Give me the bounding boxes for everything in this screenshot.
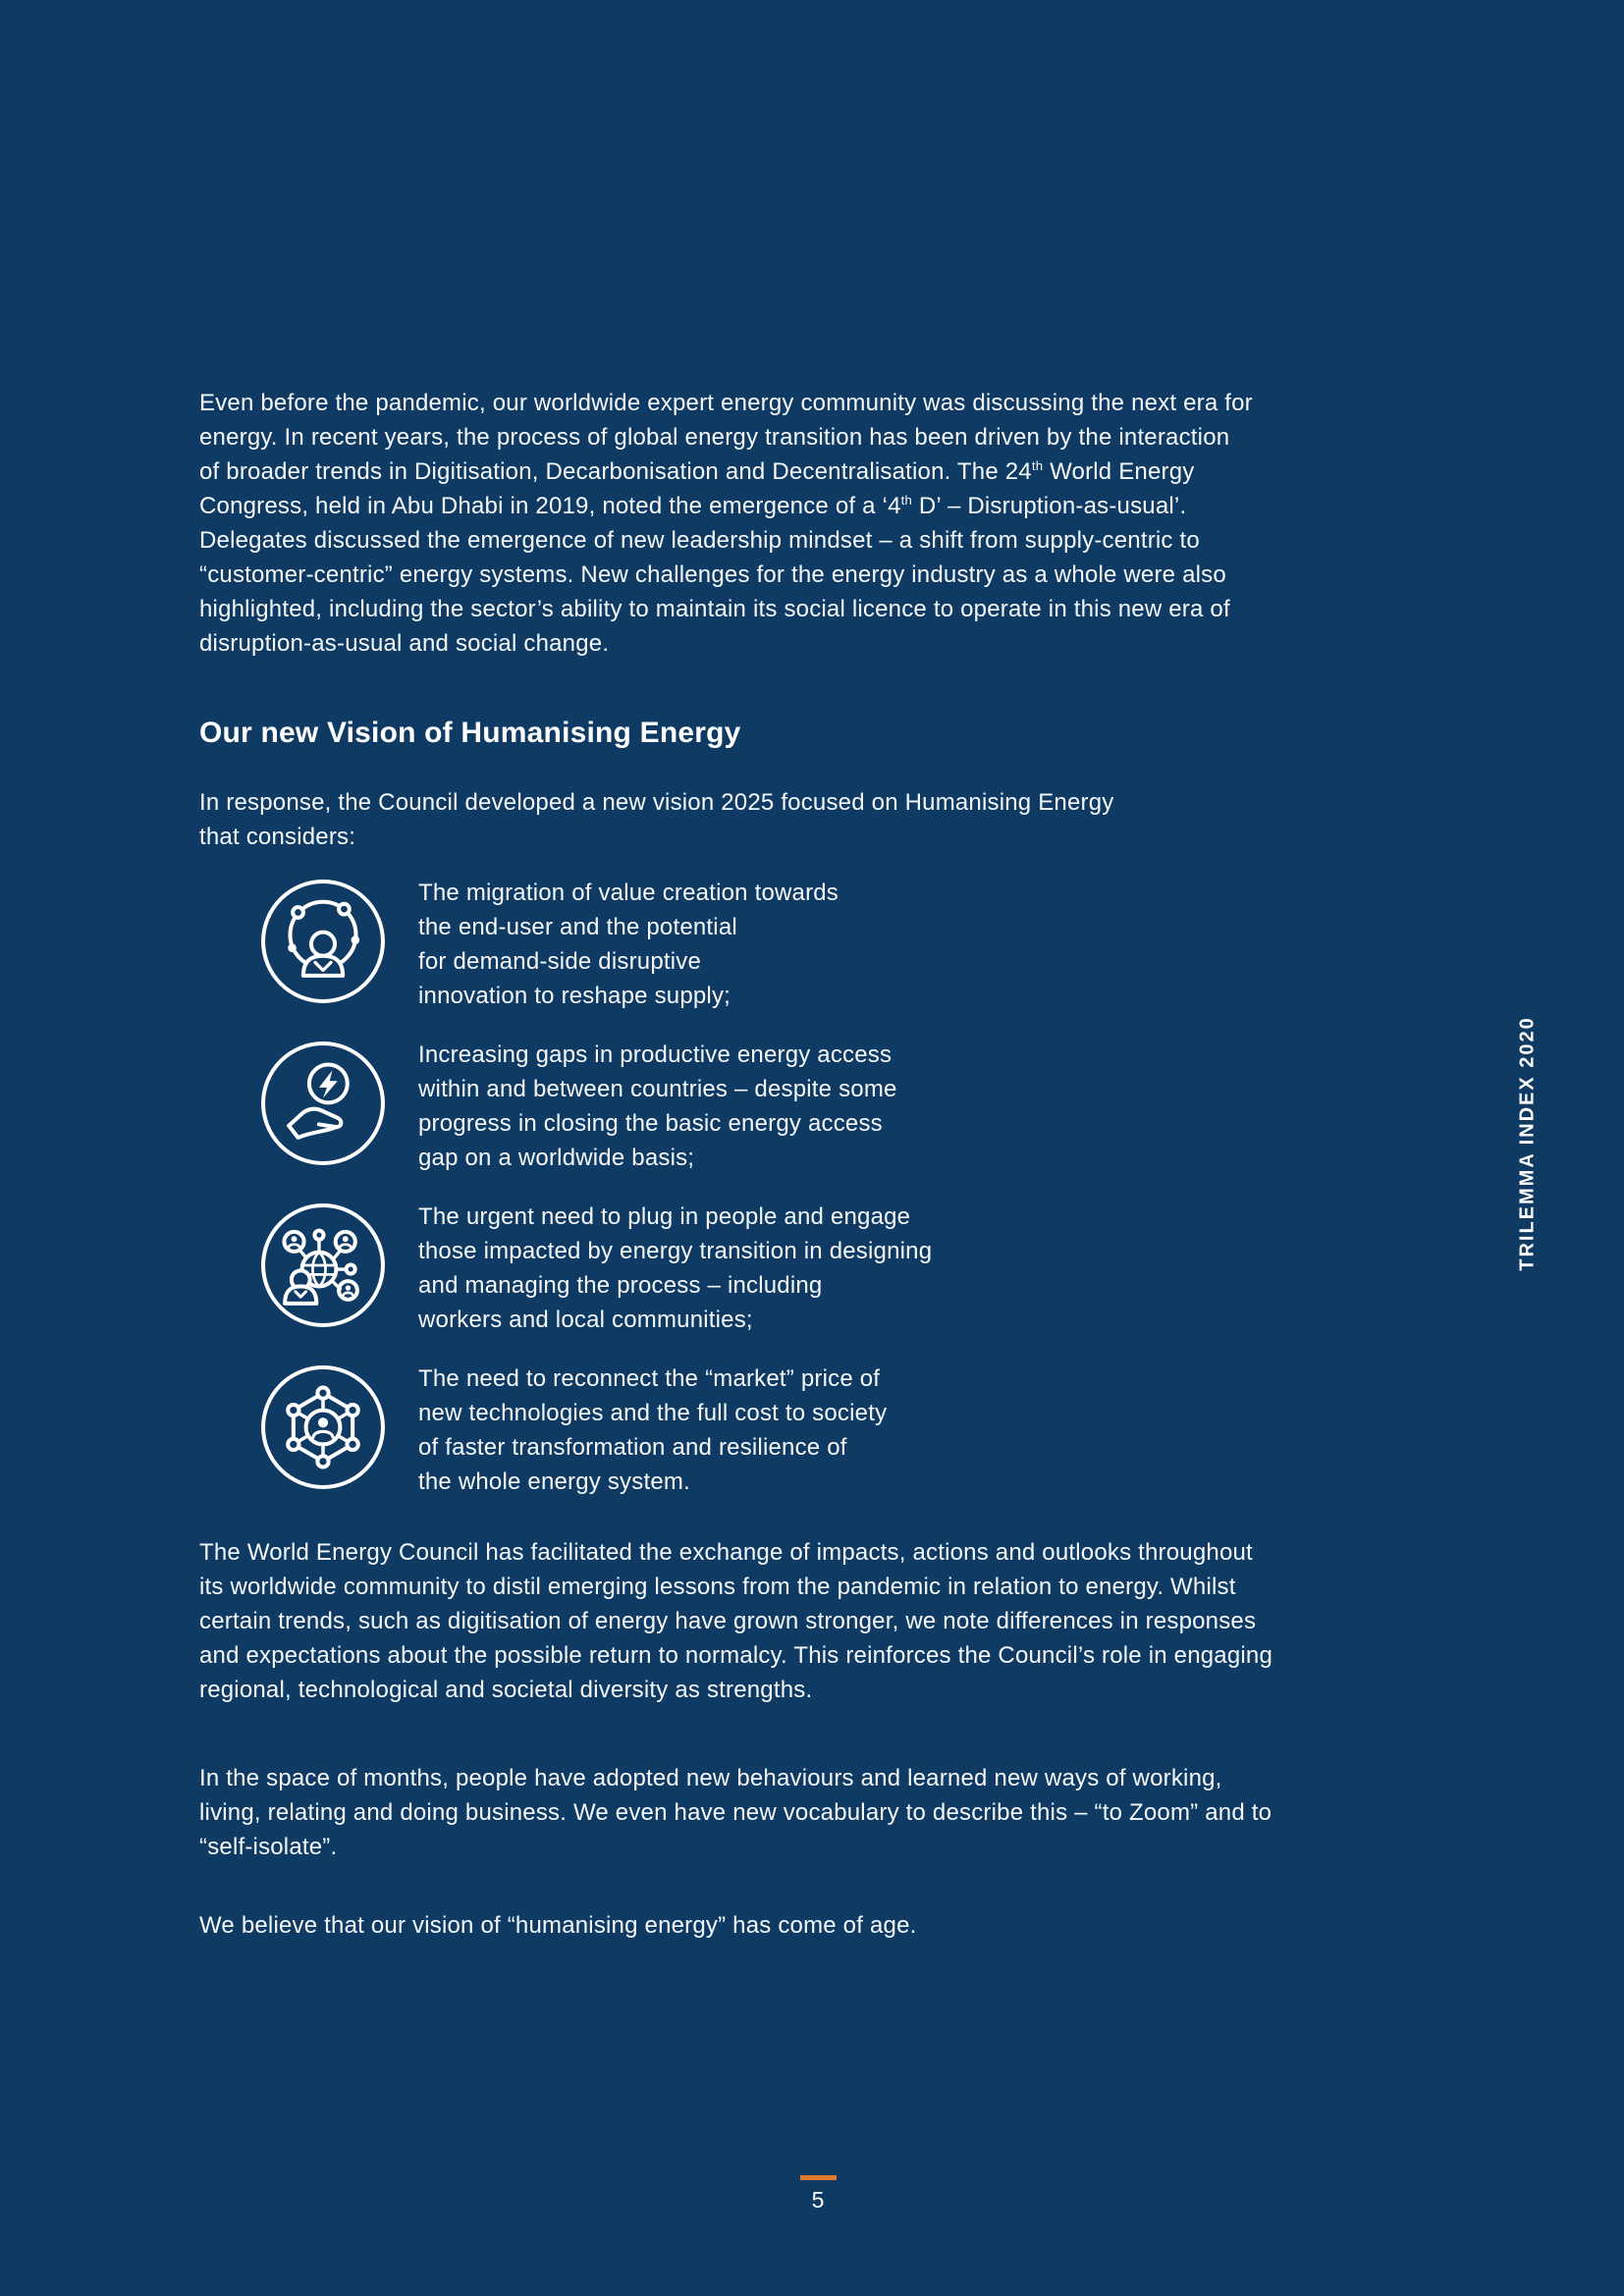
paragraph-line: In response, the Council developed a new vision 2025 focused on Humanising Energy xyxy=(199,789,1114,816)
page-content xyxy=(199,386,1436,1943)
council-paragraph xyxy=(199,1535,1436,1707)
vision-point-text xyxy=(418,1200,932,1337)
paragraph-line: those impacted by energy transition in designing xyxy=(418,1238,933,1264)
report-side-label: TRILEMMA INDEX 2020 xyxy=(1516,1016,1539,1271)
hand-energy-icon xyxy=(257,1038,389,1169)
paragraph-line: Congress, held in Abu Dhabi in 2019, noted the emergence of a ‘4th D’ – Disruption-as-usual’. xyxy=(199,493,1187,519)
paragraph-line: progress in closing the basic energy access xyxy=(418,1110,883,1137)
paragraph-line: “customer-centric” energy systems. New challenges for the energy industry as a whole were also xyxy=(199,561,1226,588)
section-heading: Our new Vision of Humanising Energy xyxy=(199,717,741,749)
paragraph-line: “self-isolate”. xyxy=(199,1834,338,1860)
paragraph-line: and expectations about the possible return to normalcy. This reinforces the Council’s role in engaging xyxy=(199,1642,1273,1669)
paragraph-line: energy. In recent years, the process of global energy transition has been driven by the interaction xyxy=(199,424,1230,451)
paragraph-line: that considers: xyxy=(199,824,356,850)
vision-point-market-price xyxy=(199,1362,1436,1499)
paragraph-line: workers and local communities; xyxy=(418,1307,753,1333)
paragraph-line: of faster transformation and resilience of xyxy=(418,1434,847,1461)
paragraph-line: new technologies and the full cost to society xyxy=(418,1400,888,1426)
paragraph-line: highlighted, including the sector’s ability to maintain its social licence to operate in this new era of xyxy=(199,596,1230,622)
paragraph-line: for demand-side disruptive xyxy=(418,948,702,975)
footer-accent-rule xyxy=(800,2175,837,2180)
vision-point-people-engagement xyxy=(199,1200,1436,1337)
paragraph-line: regional, technological and societal diversity as strengths. xyxy=(199,1677,813,1703)
paragraph-line: Even before the pandemic, our worldwide expert energy community was discussing the next era for xyxy=(199,390,1253,416)
paragraph-line: We believe that our vision of “humanising energy” has come of age. xyxy=(199,1912,917,1939)
paragraph-line: the whole energy system. xyxy=(418,1468,690,1495)
paragraph-line: and managing the process – including xyxy=(418,1272,823,1299)
paragraph-line: Increasing gaps in productive energy access xyxy=(418,1041,893,1068)
closing-paragraph xyxy=(199,1908,1436,1943)
vision-points-list xyxy=(199,876,1436,1499)
paragraph-line: within and between countries – despite some xyxy=(418,1076,897,1102)
paragraph-line: certain trends, such as digitisation of energy have grown stronger, we note differences in responses xyxy=(199,1608,1257,1634)
vision-point-text xyxy=(418,1362,887,1499)
paragraph-line: The need to reconnect the “market” price of xyxy=(418,1365,881,1392)
vision-point-text xyxy=(418,876,839,1013)
network-hexagon-icon xyxy=(257,1362,389,1493)
paragraph-line: of broader trends in Digitisation, Decarbonisation and Decentralisation. The 24th World Energy xyxy=(199,458,1195,485)
vision-point-energy-access xyxy=(199,1038,1436,1175)
paragraph-line: The urgent need to plug in people and engage xyxy=(418,1203,911,1230)
paragraph-line: In the space of months, people have adopted new behaviours and learned new ways of working, xyxy=(199,1765,1222,1791)
vision-point-text xyxy=(418,1038,897,1175)
behaviours-paragraph xyxy=(199,1761,1436,1864)
paragraph-line: The migration of value creation towards xyxy=(418,880,839,906)
paragraph-line: its worldwide community to distil emerging lessons from the pandemic in relation to energy. Whilst xyxy=(199,1574,1236,1600)
opening-paragraph xyxy=(199,386,1436,661)
page-number: 5 xyxy=(811,2187,825,2213)
ordinal-superscript: th xyxy=(900,493,913,507)
paragraph-line: Delegates discussed the emergence of new leadership mindset – a shift from supply-centric to xyxy=(199,527,1200,554)
paragraph-line: the end-user and the potential xyxy=(418,914,737,940)
paragraph-line: disruption-as-usual and social change. xyxy=(199,630,610,657)
paragraph-line: innovation to reshape supply; xyxy=(418,983,731,1009)
person-orbit-icon xyxy=(257,876,389,1007)
paragraph-line: The World Energy Council has facilitated the exchange of impacts, actions and outlooks throughout xyxy=(199,1539,1253,1566)
paragraph-line: gap on a worldwide basis; xyxy=(418,1145,695,1171)
vision-intro-paragraph xyxy=(199,785,1436,854)
paragraph-line: living, relating and doing business. We even have new vocabulary to describe this – “to Zoom” and to xyxy=(199,1799,1272,1826)
vision-point-value-creation xyxy=(199,876,1436,1013)
people-globe-icon xyxy=(257,1200,389,1331)
ordinal-superscript: th xyxy=(1031,458,1044,473)
